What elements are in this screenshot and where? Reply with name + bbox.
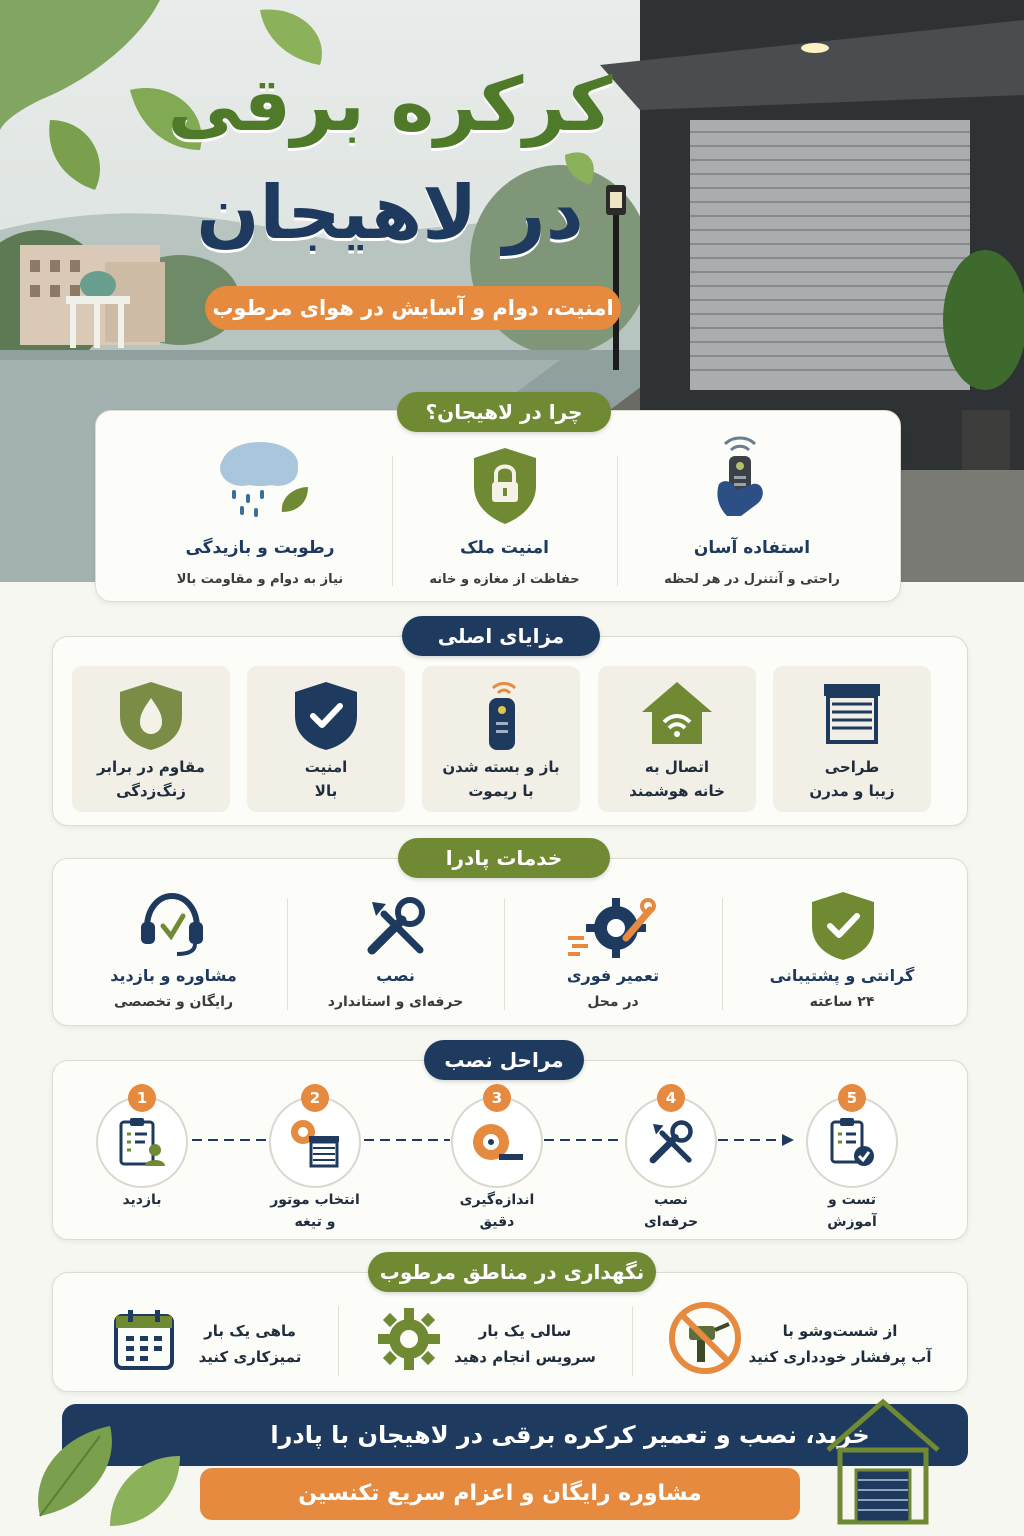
divider bbox=[617, 456, 618, 586]
step-label-line2: و تیغه bbox=[294, 1214, 336, 1230]
maintenance-line2: آب پرفشار خودداری کنید bbox=[748, 1348, 932, 1366]
why-item-title: رطوبت و بازیدگی bbox=[185, 538, 335, 558]
service-line1: گرانتی و پشتیبانی bbox=[769, 966, 915, 985]
step-label-line1: اندازه‌گیری bbox=[459, 1192, 535, 1208]
steps-heading: مراحل نصب bbox=[424, 1040, 584, 1080]
benefit-line2: با ریموت bbox=[468, 782, 534, 800]
service-line2: در محل bbox=[587, 994, 639, 1010]
smart-home-icon bbox=[640, 680, 714, 746]
lock-shield-icon bbox=[470, 446, 540, 526]
maintenance-line2: سرویس انجام دهید bbox=[454, 1348, 596, 1366]
clipboard-person-icon bbox=[117, 1116, 167, 1168]
step-label-line2: آموزش bbox=[827, 1214, 877, 1230]
benefits-heading: مزایای اصلی bbox=[402, 616, 600, 656]
why-item-sub: نیاز به دوام و مقاومت بالا bbox=[176, 572, 344, 587]
maintenance-line2: تمیزکاری کنید bbox=[198, 1348, 302, 1366]
divider bbox=[392, 456, 393, 586]
hero-title-line2: در لاهیجان bbox=[196, 170, 584, 256]
maintenance-heading: نگهداری در مناطق مرطوب bbox=[368, 1252, 656, 1292]
shield-check-icon bbox=[291, 680, 361, 750]
tools-icon bbox=[647, 1118, 695, 1166]
maintenance-line1: ماهی یک بار bbox=[204, 1322, 296, 1340]
step-number: 3 bbox=[483, 1084, 511, 1112]
service-line2: حرفه‌ای و استاندارد bbox=[327, 994, 464, 1010]
benefit-line1: طراحی bbox=[824, 758, 880, 776]
benefit-line2: زیبا و مدرن bbox=[809, 782, 895, 800]
garage-house-icon bbox=[818, 1394, 948, 1530]
benefit-line2: بالا bbox=[314, 782, 338, 800]
benefit-line1: مقاوم در برابر bbox=[97, 758, 205, 776]
footer-sub-text: مشاوره رایگان و اعزام سریع تکنسین bbox=[298, 1481, 702, 1506]
benefit-line2: زنگ‌زدگی bbox=[116, 782, 186, 800]
benefit-line1: امنیت bbox=[304, 758, 348, 776]
tools-icon bbox=[364, 894, 428, 958]
divider bbox=[632, 1306, 633, 1376]
maintenance-line1: سالی یک بار bbox=[478, 1322, 572, 1340]
why-item-sub: حفاظت از مغازه و خانه bbox=[429, 572, 580, 587]
remote-hand-icon bbox=[705, 430, 775, 520]
step-number: 4 bbox=[657, 1084, 685, 1112]
checklist-icon bbox=[828, 1116, 876, 1168]
water-drop-shield-icon bbox=[116, 680, 186, 750]
no-pressure-washer-icon bbox=[667, 1300, 743, 1376]
rain-cloud-icon bbox=[210, 432, 310, 522]
services-heading: خدمات پادرا bbox=[398, 838, 610, 878]
warranty-shield-icon bbox=[808, 890, 878, 962]
step-number: 5 bbox=[838, 1084, 866, 1112]
benefit-line1: باز و بسته شدن bbox=[442, 758, 560, 776]
benefit-card bbox=[422, 666, 580, 812]
shutter-icon bbox=[822, 682, 882, 744]
why-item-sub: راحتی و آنتنرل در هر لحظه bbox=[664, 572, 840, 587]
benefit-card bbox=[72, 666, 230, 812]
service-line1: نصب bbox=[376, 966, 415, 985]
benefit-line2: خانه هوشمند bbox=[629, 782, 725, 800]
step-number: 2 bbox=[301, 1084, 329, 1112]
step-label-line2: حرفه‌ای bbox=[643, 1214, 699, 1230]
remote-icon bbox=[471, 678, 531, 752]
hero-subtitle: امنیت، دوام و آسایش در هوای مرطوب bbox=[205, 286, 621, 330]
maintenance-line1: از شست‌وشو با bbox=[782, 1322, 898, 1340]
benefit-card bbox=[773, 666, 931, 812]
why-item-title: استفاده آسان bbox=[693, 538, 811, 558]
benefit-card bbox=[247, 666, 405, 812]
step-label-line1: انتخاب موتور bbox=[270, 1192, 360, 1208]
motor-shutter-icon bbox=[287, 1116, 343, 1168]
footer-sub-banner bbox=[200, 1468, 800, 1520]
why-heading: چرا در لاهیجان؟ bbox=[397, 392, 611, 432]
service-line1: تعمیر فوری bbox=[566, 966, 660, 985]
why-item-title: امنیت ملک bbox=[459, 538, 550, 558]
tape-measure-icon bbox=[469, 1120, 525, 1164]
step-label-line1: تست و bbox=[828, 1192, 876, 1208]
gear-wrench-icon bbox=[566, 890, 656, 960]
step-label-line1: بازدید bbox=[122, 1192, 162, 1208]
service-line2: ۲۴ ساعته bbox=[809, 994, 875, 1010]
benefit-card bbox=[598, 666, 756, 812]
step-number: 1 bbox=[128, 1084, 156, 1112]
headset-icon bbox=[137, 892, 207, 958]
footer-cta-text: خرید، نصب و تعمیر کرکره برقی در لاهیجان با پادرا bbox=[270, 1421, 870, 1449]
benefit-line1: اتصال به bbox=[644, 758, 710, 776]
hero-title-line1: کرکره برقی bbox=[167, 62, 613, 148]
service-line2: رایگان و تخصصی bbox=[113, 994, 233, 1010]
leaves-decoration bbox=[20, 1396, 190, 1536]
step-label-line1: نصب bbox=[654, 1192, 688, 1208]
step-label-line2: دقیق bbox=[479, 1214, 515, 1230]
service-line1: مشاوره و بازدید bbox=[110, 966, 237, 985]
